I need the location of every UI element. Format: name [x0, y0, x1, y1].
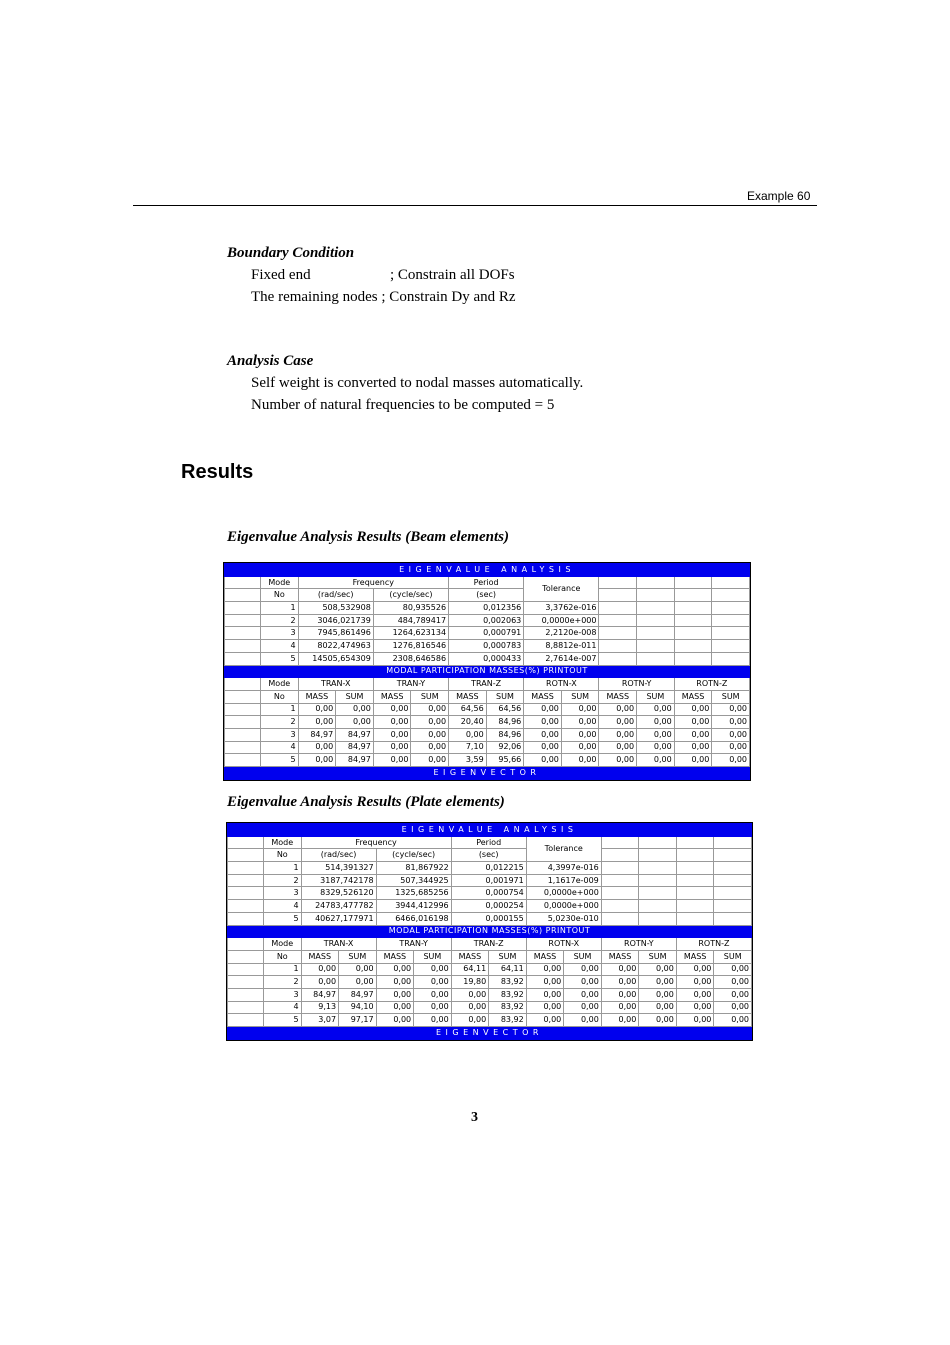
mode-cell: 5 — [264, 912, 302, 925]
modal-cell: 0,00 — [676, 963, 714, 976]
sec-header: (sec) — [451, 849, 526, 862]
modal-cell: 2 — [264, 976, 302, 989]
rad-sec-cell: 14505,654309 — [298, 652, 373, 665]
modal-cell: 0,00 — [601, 988, 639, 1001]
cycle-sec-cell: 1264,623134 — [373, 627, 448, 640]
modal-cell: 9,13 — [301, 1001, 339, 1014]
modal-cell: 5 — [261, 754, 299, 767]
modal-cell: 0,00 — [561, 741, 599, 754]
modal-row — [228, 988, 752, 1001]
boundary-row-1-desc: ; Constrain all DOFs — [390, 267, 515, 283]
modal-cell: 7,10 — [449, 741, 487, 754]
modal-cell: 83,92 — [489, 988, 527, 1001]
mode-cell: 3 — [264, 887, 302, 900]
modal-cell: 0,00 — [339, 963, 377, 976]
tran-z-header: TRAN-Z — [449, 678, 524, 691]
modal-cell: 0,00 — [639, 963, 677, 976]
eigenvector-title-bar: EIGENVECTOR — [228, 1027, 752, 1040]
sum-header: SUM — [561, 690, 599, 703]
beam-results-table — [223, 562, 751, 781]
mass-header: MASS — [601, 950, 639, 963]
modal-cell: 0,00 — [674, 741, 712, 754]
period-cell: 0,000783 — [449, 640, 524, 653]
modal-cell: 0,00 — [564, 1014, 602, 1027]
modal-cell: 5 — [264, 1014, 302, 1027]
modal-cell: 0,00 — [411, 754, 449, 767]
sum-header: SUM — [639, 950, 677, 963]
rotn-y-header: ROTN-Y — [599, 678, 674, 691]
modal-row — [225, 741, 750, 754]
cycle-sec-header: (cycle/sec) — [373, 589, 448, 602]
modal-cell: 0,00 — [639, 976, 677, 989]
modal-cell: 0,00 — [414, 1014, 452, 1027]
tolerance-cell: 2,7614e-007 — [524, 652, 599, 665]
tolerance-header: Tolerance — [524, 576, 599, 601]
mass-header: MASS — [526, 950, 564, 963]
rad-sec-cell: 514,391327 — [301, 862, 376, 875]
boundary-row-1-item: Fixed end — [251, 267, 311, 283]
modal-cell: 0,00 — [561, 716, 599, 729]
eigen-row — [228, 862, 752, 875]
modal-cell: 4 — [264, 1001, 302, 1014]
rotn-x-header: ROTN-X — [524, 678, 599, 691]
tolerance-header: Tolerance — [526, 836, 601, 861]
modal-row — [228, 976, 752, 989]
modal-cell: 0,00 — [336, 716, 374, 729]
modal-cell: 0,00 — [526, 976, 564, 989]
modal-cell: 1 — [264, 963, 302, 976]
tran-z-header: TRAN-Z — [451, 938, 526, 951]
modal-cell: 0,00 — [411, 716, 449, 729]
modal-title-bar: MODAL PARTICIPATION MASSES(%) PRINTOUT — [228, 925, 752, 938]
modal-cell: 0,00 — [637, 716, 675, 729]
boundary-condition-heading: Boundary Condition — [227, 245, 355, 261]
eigen-row — [228, 900, 752, 913]
modal-cell: 84,96 — [486, 728, 524, 741]
modal-no-header: No — [264, 950, 302, 963]
modal-cell: 95,66 — [486, 754, 524, 767]
boundary-row-2-desc: ; Constrain Dy and Rz — [381, 289, 516, 305]
modal-cell: 64,11 — [489, 963, 527, 976]
tolerance-cell: 1,1617e-009 — [526, 874, 601, 887]
mass-header: MASS — [676, 950, 714, 963]
sec-header: (sec) — [449, 589, 524, 602]
modal-cell: 0,00 — [376, 963, 414, 976]
modal-cell: 3 — [261, 728, 299, 741]
frequency-header: Frequency — [301, 836, 451, 849]
modal-cell: 83,92 — [489, 1014, 527, 1027]
modal-cell: 0,00 — [639, 1014, 677, 1027]
rad-sec-header: (rad/sec) — [298, 589, 373, 602]
cycle-sec-cell: 507,344925 — [376, 874, 451, 887]
modal-cell: 64,56 — [449, 703, 487, 716]
modal-cell: 0,00 — [524, 716, 562, 729]
mode-cell: 1 — [261, 602, 299, 615]
page-number: 3 — [471, 1110, 478, 1125]
modal-cell: 0,00 — [373, 703, 411, 716]
tolerance-cell: 0,0000e+000 — [524, 614, 599, 627]
modal-cell: 0,00 — [714, 988, 752, 1001]
modal-cell: 0,00 — [298, 754, 336, 767]
sum-header: SUM — [712, 690, 750, 703]
tolerance-cell: 0,0000e+000 — [526, 900, 601, 913]
modal-cell: 0,00 — [561, 728, 599, 741]
period-header: Period — [449, 576, 524, 589]
modal-cell: 0,00 — [411, 741, 449, 754]
modal-cell: 0,00 — [524, 741, 562, 754]
modal-cell: 0,00 — [298, 716, 336, 729]
mass-header: MASS — [301, 950, 339, 963]
modal-cell: 0,00 — [674, 728, 712, 741]
mode-cell: 2 — [264, 874, 302, 887]
modal-cell: 0,00 — [637, 741, 675, 754]
modal-row — [225, 716, 750, 729]
eigen-row — [228, 887, 752, 900]
modal-cell: 0,00 — [637, 703, 675, 716]
mode-cell: 2 — [261, 614, 299, 627]
rad-sec-cell: 24783,477782 — [301, 900, 376, 913]
modal-cell: 0,00 — [601, 963, 639, 976]
modal-cell: 0,00 — [712, 754, 750, 767]
modal-cell: 0,00 — [712, 703, 750, 716]
tolerance-cell: 4,3997e-016 — [526, 862, 601, 875]
sum-header: SUM — [411, 690, 449, 703]
modal-cell: 3,59 — [449, 754, 487, 767]
rotn-y-header: ROTN-Y — [601, 938, 676, 951]
eigen-row — [228, 874, 752, 887]
modal-cell: 0,00 — [301, 963, 339, 976]
period-cell: 0,000754 — [451, 887, 526, 900]
rad-sec-cell: 7945,861496 — [298, 627, 373, 640]
rad-sec-cell: 8329,526120 — [301, 887, 376, 900]
tolerance-cell: 5,0230e-010 — [526, 912, 601, 925]
plate-results-table — [226, 822, 753, 1041]
tran-x-header: TRAN-X — [298, 678, 373, 691]
modal-row — [228, 963, 752, 976]
modal-cell: 97,17 — [339, 1014, 377, 1027]
modal-cell: 0,00 — [714, 963, 752, 976]
modal-cell: 0,00 — [601, 1001, 639, 1014]
sum-header: SUM — [564, 950, 602, 963]
page-header-label: Example 60 — [747, 189, 811, 203]
period-cell: 0,000791 — [449, 627, 524, 640]
modal-cell: 84,97 — [298, 728, 336, 741]
mode-header: Mode — [261, 576, 299, 589]
mode-no-header: No — [261, 589, 299, 602]
modal-cell: 0,00 — [373, 728, 411, 741]
analysis-case-heading: Analysis Case — [227, 353, 314, 369]
mode-cell: 5 — [261, 652, 299, 665]
period-cell: 0,001971 — [451, 874, 526, 887]
modal-row — [228, 1014, 752, 1027]
eigenvalue-title-bar: EIGENVALUE ANALYSIS — [225, 564, 750, 577]
eigenvalue-title-bar: EIGENVALUE ANALYSIS — [228, 824, 752, 837]
boundary-row-2-item: The remaining nodes — [251, 289, 378, 305]
modal-cell: 20,40 — [449, 716, 487, 729]
modal-cell: 84,96 — [486, 716, 524, 729]
tolerance-cell: 3,3762e-016 — [524, 602, 599, 615]
modal-cell: 0,00 — [561, 703, 599, 716]
modal-cell: 0,00 — [451, 1001, 489, 1014]
modal-cell: 83,92 — [489, 1001, 527, 1014]
eigen-row — [228, 912, 752, 925]
rad-sec-cell: 508,532908 — [298, 602, 373, 615]
modal-cell: 0,00 — [637, 728, 675, 741]
cycle-sec-cell: 81,867922 — [376, 862, 451, 875]
rotn-x-header: ROTN-X — [526, 938, 601, 951]
cycle-sec-header: (cycle/sec) — [376, 849, 451, 862]
modal-cell: 0,00 — [639, 988, 677, 1001]
modal-cell: 84,97 — [339, 988, 377, 1001]
modal-cell: 0,00 — [714, 1001, 752, 1014]
modal-cell: 0,00 — [639, 1001, 677, 1014]
cycle-sec-cell: 80,935526 — [373, 602, 448, 615]
modal-cell: 0,00 — [599, 716, 637, 729]
modal-row — [225, 754, 750, 767]
eigen-row — [225, 602, 750, 615]
sum-header: SUM — [336, 690, 374, 703]
modal-cell: 84,97 — [336, 754, 374, 767]
eigen-row — [225, 627, 750, 640]
cycle-sec-cell: 3944,412996 — [376, 900, 451, 913]
period-cell: 0,000254 — [451, 900, 526, 913]
modal-cell: 0,00 — [376, 976, 414, 989]
modal-cell: 0,00 — [298, 741, 336, 754]
mode-cell: 4 — [264, 900, 302, 913]
modal-cell: 0,00 — [414, 963, 452, 976]
modal-cell: 0,00 — [301, 976, 339, 989]
modal-cell: 0,00 — [564, 963, 602, 976]
modal-cell: 3 — [264, 988, 302, 1001]
rad-sec-header: (rad/sec) — [301, 849, 376, 862]
modal-cell: 0,00 — [524, 728, 562, 741]
modal-cell: 0,00 — [712, 728, 750, 741]
cycle-sec-cell: 2308,646586 — [373, 652, 448, 665]
cycle-sec-cell: 6466,016198 — [376, 912, 451, 925]
modal-cell: 83,92 — [489, 976, 527, 989]
modal-cell: 0,00 — [451, 1014, 489, 1027]
modal-cell: 0,00 — [411, 703, 449, 716]
modal-row — [228, 1001, 752, 1014]
mass-header: MASS — [376, 950, 414, 963]
modal-cell: 64,11 — [451, 963, 489, 976]
eigenvector-title-bar: EIGENVECTOR — [225, 767, 750, 780]
modal-cell: 0,00 — [414, 1001, 452, 1014]
modal-cell: 0,00 — [674, 703, 712, 716]
modal-cell: 0,00 — [449, 728, 487, 741]
modal-cell: 0,00 — [336, 703, 374, 716]
period-cell: 0,012356 — [449, 602, 524, 615]
modal-row — [225, 703, 750, 716]
modal-cell: 84,97 — [336, 741, 374, 754]
cycle-sec-cell: 484,789417 — [373, 614, 448, 627]
tolerance-cell: 8,8812e-011 — [524, 640, 599, 653]
modal-cell: 0,00 — [451, 988, 489, 1001]
mass-header: MASS — [451, 950, 489, 963]
modal-cell: 3,07 — [301, 1014, 339, 1027]
mass-header: MASS — [524, 690, 562, 703]
rad-sec-cell: 3187,742178 — [301, 874, 376, 887]
modal-cell: 0,00 — [526, 963, 564, 976]
modal-cell: 94,10 — [339, 1001, 377, 1014]
rotn-z-header: ROTN-Z — [674, 678, 749, 691]
modal-cell: 0,00 — [524, 703, 562, 716]
modal-cell: 64,56 — [486, 703, 524, 716]
tolerance-cell: 2,2120e-008 — [524, 627, 599, 640]
modal-cell: 0,00 — [376, 988, 414, 1001]
mode-cell: 1 — [264, 862, 302, 875]
modal-cell: 0,00 — [564, 1001, 602, 1014]
mass-header: MASS — [298, 690, 336, 703]
beam-table-caption: Eigenvalue Analysis Results (Beam elements) — [227, 529, 509, 545]
modal-mode-header: Mode — [264, 938, 302, 951]
sum-header: SUM — [637, 690, 675, 703]
period-cell: 0,002063 — [449, 614, 524, 627]
modal-row — [225, 728, 750, 741]
modal-cell: 0,00 — [373, 754, 411, 767]
modal-title-bar: MODAL PARTICIPATION MASSES(%) PRINTOUT — [225, 665, 750, 678]
modal-cell: 0,00 — [712, 741, 750, 754]
modal-cell: 0,00 — [637, 754, 675, 767]
modal-cell: 0,00 — [599, 703, 637, 716]
modal-cell: 0,00 — [373, 716, 411, 729]
period-cell: 0,012215 — [451, 862, 526, 875]
sum-header: SUM — [714, 950, 752, 963]
tran-y-header: TRAN-Y — [373, 678, 448, 691]
tolerance-cell: 0,0000e+000 — [526, 887, 601, 900]
modal-cell: 0,00 — [674, 754, 712, 767]
sum-header: SUM — [489, 950, 527, 963]
boundary-row-1 — [251, 267, 515, 284]
boundary-row-2 — [251, 289, 516, 306]
modal-cell: 0,00 — [414, 976, 452, 989]
modal-cell: 0,00 — [676, 1014, 714, 1027]
beam-eigen-grid — [224, 563, 750, 780]
cycle-sec-cell: 1276,816546 — [373, 640, 448, 653]
modal-cell: 0,00 — [676, 988, 714, 1001]
mode-cell: 3 — [261, 627, 299, 640]
mode-cell: 4 — [261, 640, 299, 653]
modal-cell: 0,00 — [526, 988, 564, 1001]
mode-no-header: No — [264, 849, 302, 862]
analysis-case-line-1: Self weight is converted to nodal masses automatically. — [251, 375, 584, 391]
modal-cell: 92,06 — [486, 741, 524, 754]
tran-x-header: TRAN-X — [301, 938, 376, 951]
period-header: Period — [451, 836, 526, 849]
modal-cell: 2 — [261, 716, 299, 729]
rad-sec-cell: 3046,021739 — [298, 614, 373, 627]
modal-cell: 0,00 — [599, 741, 637, 754]
rad-sec-cell: 40627,177971 — [301, 912, 376, 925]
results-heading: Results — [181, 461, 254, 483]
modal-cell: 1 — [261, 703, 299, 716]
modal-cell: 0,00 — [714, 1014, 752, 1027]
mass-header: MASS — [449, 690, 487, 703]
modal-mode-header: Mode — [261, 678, 299, 691]
modal-cell: 0,00 — [411, 728, 449, 741]
modal-cell: 0,00 — [376, 1001, 414, 1014]
modal-cell: 0,00 — [564, 988, 602, 1001]
header-rule — [133, 205, 817, 206]
plate-eigen-grid — [227, 823, 752, 1040]
modal-cell: 84,97 — [301, 988, 339, 1001]
modal-cell: 0,00 — [524, 754, 562, 767]
modal-cell: 0,00 — [676, 1001, 714, 1014]
modal-cell: 0,00 — [561, 754, 599, 767]
modal-cell: 0,00 — [526, 1014, 564, 1027]
modal-cell: 0,00 — [564, 976, 602, 989]
sum-header: SUM — [339, 950, 377, 963]
cycle-sec-cell: 1325,685256 — [376, 887, 451, 900]
modal-cell: 0,00 — [676, 976, 714, 989]
modal-cell: 0,00 — [599, 728, 637, 741]
modal-cell: 4 — [261, 741, 299, 754]
plate-table-caption: Eigenvalue Analysis Results (Plate elements) — [227, 794, 505, 810]
mode-header: Mode — [264, 836, 302, 849]
modal-cell: 0,00 — [526, 1001, 564, 1014]
eigen-row — [225, 640, 750, 653]
mass-header: MASS — [373, 690, 411, 703]
sum-header: SUM — [414, 950, 452, 963]
modal-cell: 0,00 — [712, 716, 750, 729]
mass-header: MASS — [674, 690, 712, 703]
modal-cell: 0,00 — [339, 976, 377, 989]
modal-cell: 0,00 — [601, 976, 639, 989]
rad-sec-cell: 8022,474963 — [298, 640, 373, 653]
modal-no-header: No — [261, 690, 299, 703]
modal-cell: 0,00 — [376, 1014, 414, 1027]
modal-cell: 0,00 — [298, 703, 336, 716]
modal-cell: 0,00 — [373, 741, 411, 754]
analysis-case-line-2: Number of natural frequencies to be computed = 5 — [251, 397, 555, 413]
modal-cell: 0,00 — [674, 716, 712, 729]
mass-header: MASS — [599, 690, 637, 703]
frequency-header: Frequency — [298, 576, 448, 589]
eigen-row — [225, 652, 750, 665]
sum-header: SUM — [486, 690, 524, 703]
rotn-z-header: ROTN-Z — [676, 938, 751, 951]
modal-cell: 0,00 — [601, 1014, 639, 1027]
modal-cell: 0,00 — [414, 988, 452, 1001]
modal-cell: 84,97 — [336, 728, 374, 741]
tran-y-header: TRAN-Y — [376, 938, 451, 951]
period-cell: 0,000433 — [449, 652, 524, 665]
modal-cell: 19,80 — [451, 976, 489, 989]
eigen-row — [225, 614, 750, 627]
modal-cell: 0,00 — [599, 754, 637, 767]
modal-cell: 0,00 — [714, 976, 752, 989]
period-cell: 0,000155 — [451, 912, 526, 925]
